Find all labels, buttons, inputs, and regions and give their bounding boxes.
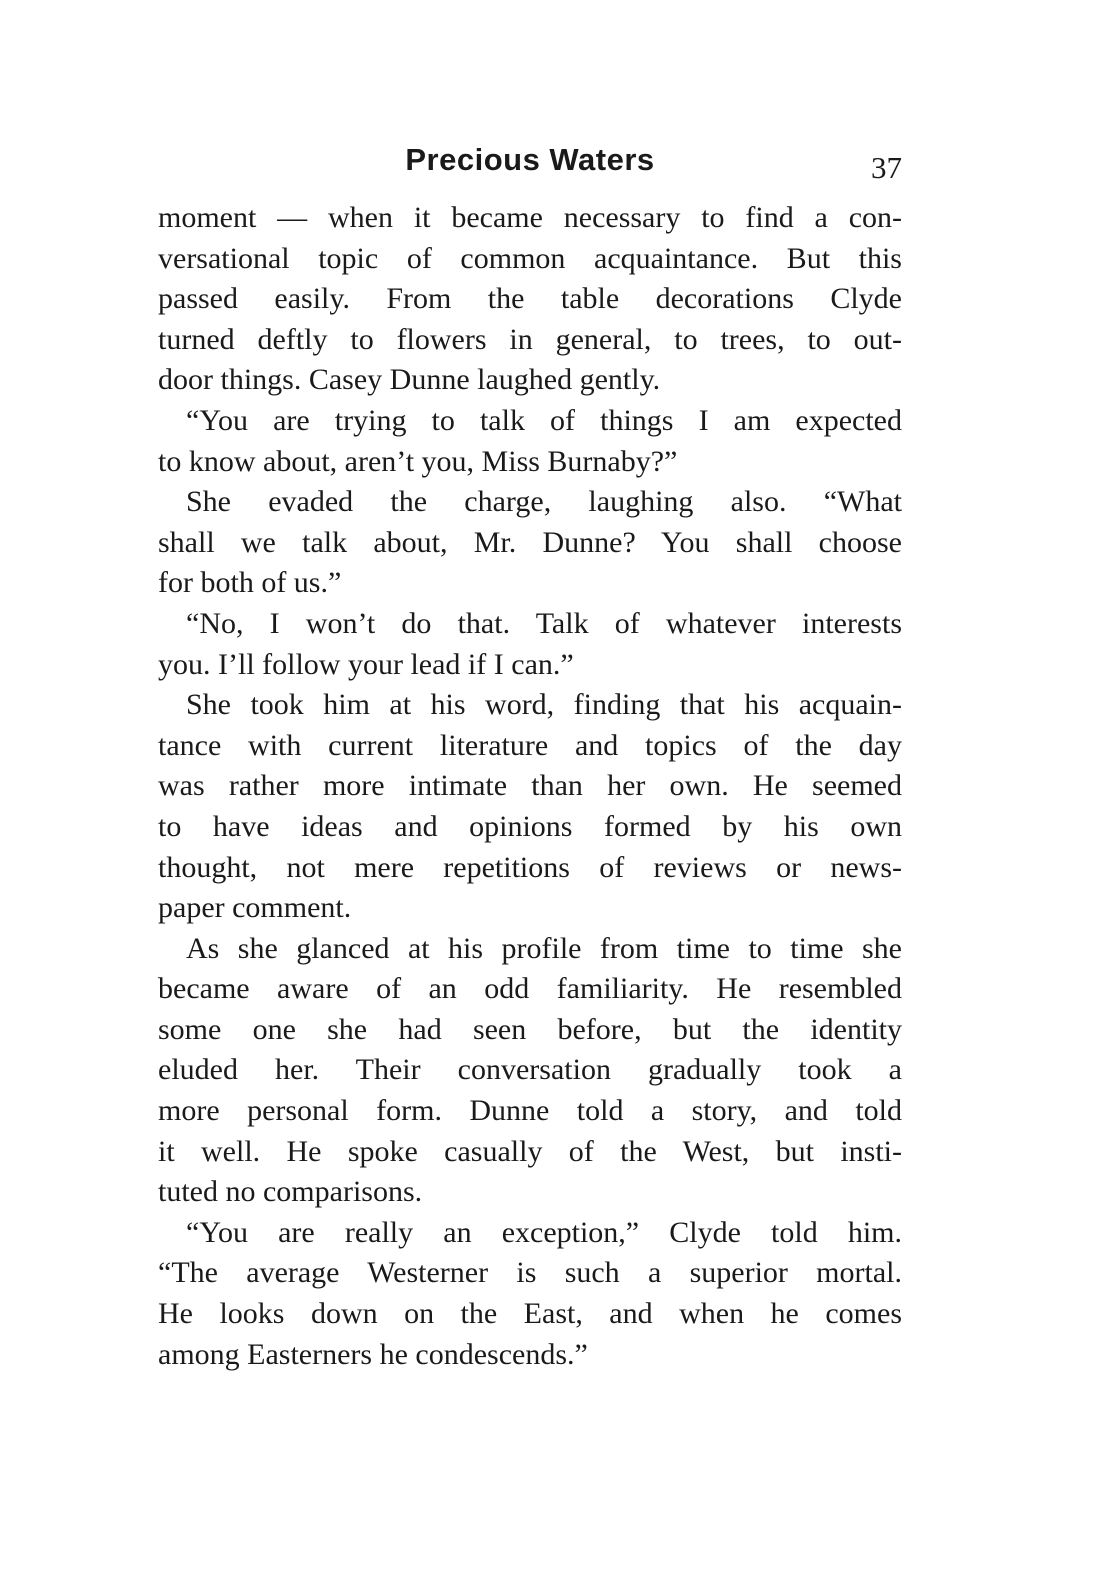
text-line: more personal form. Dunne told a story, and told bbox=[158, 1094, 902, 1128]
text-line: became aware of an odd familiarity. He resembled bbox=[158, 972, 902, 1006]
text-line: it well. He spoke casually of the West, but insti- bbox=[158, 1134, 902, 1168]
running-title: Precious Waters bbox=[405, 142, 655, 177]
text-line: “You are really an exception,” Clyde told him. bbox=[186, 1215, 902, 1249]
text-line: tance with current literature and topics of the day bbox=[158, 728, 902, 762]
text-line: among Easterners he condescends.” bbox=[158, 1337, 588, 1371]
text-line: moment — when it became necessary to find a con- bbox=[158, 201, 902, 234]
text-line: paper comment. bbox=[158, 891, 352, 925]
text-line: “The average Westerner is such a superior mortal. bbox=[158, 1256, 902, 1290]
page-number: 37 bbox=[871, 150, 902, 185]
text-line: to have ideas and opinions formed by his own bbox=[158, 809, 902, 843]
text-line: shall we talk about, Mr. Dunne? You shall choose bbox=[158, 525, 902, 559]
text-line: you. I’ll follow your lead if I can.” bbox=[158, 647, 574, 681]
text-line: door things. Casey Dunne laughed gently. bbox=[158, 363, 661, 397]
text-line: She evaded the charge, laughing also. “What bbox=[186, 485, 902, 519]
text-line: “You are trying to talk of things I am expected bbox=[186, 403, 902, 437]
body-text bbox=[158, 198, 902, 1375]
text-line: As she glanced at his profile from time to time she bbox=[186, 931, 902, 965]
page-header bbox=[158, 138, 902, 184]
text-line: to know about, aren’t you, Miss Burnaby?” bbox=[158, 444, 678, 478]
text-line: eluded her. Their conversation gradually took a bbox=[158, 1053, 902, 1087]
text-line: for both of us.” bbox=[158, 566, 342, 600]
text-line: He looks down on the East, and when he comes bbox=[158, 1297, 902, 1331]
text-line: thought, not mere repetitions of reviews or news- bbox=[158, 850, 902, 884]
text-line: was rather more intimate than her own. He seemed bbox=[158, 769, 902, 803]
text-line: She took him at his word, finding that his acquain- bbox=[186, 688, 902, 722]
text-line: turned deftly to flowers in general, to trees, to out- bbox=[158, 322, 902, 356]
text-line: some one she had seen before, but the identity bbox=[158, 1012, 902, 1046]
text-line: tuted no comparisons. bbox=[158, 1175, 423, 1209]
text-line: versational topic of common acquaintance. But this bbox=[158, 241, 902, 275]
text-line: “No, I won’t do that. Talk of whatever interests bbox=[186, 606, 902, 640]
text-line: passed easily. From the table decorations Clyde bbox=[158, 282, 902, 316]
